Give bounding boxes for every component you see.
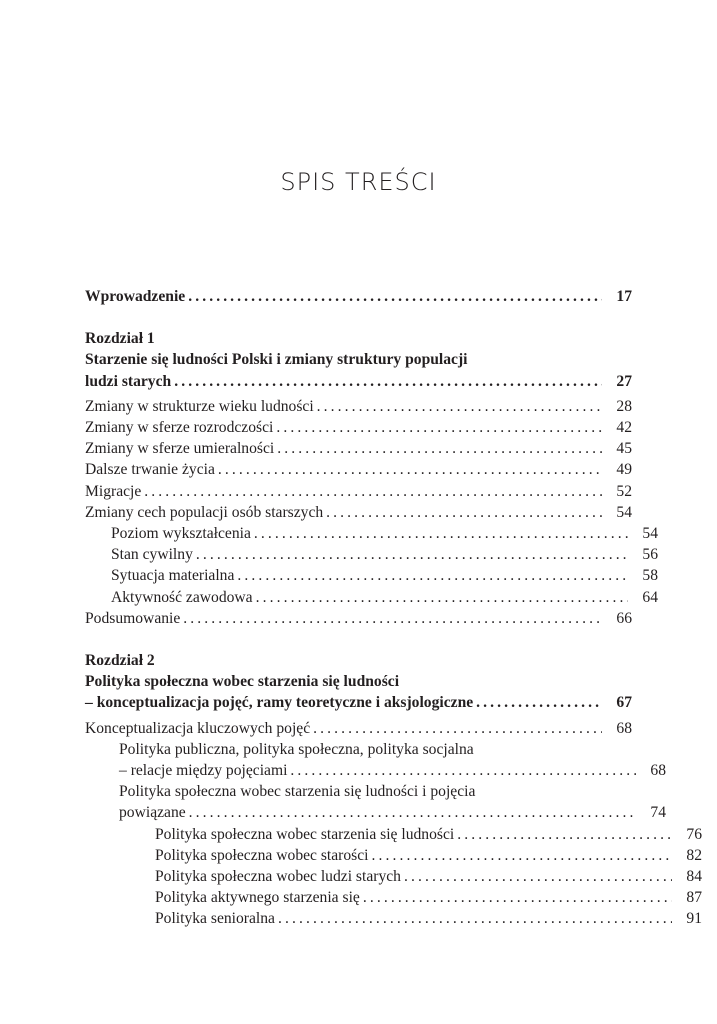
toc-entry-page: 82 [686,846,702,864]
dot-leader [317,396,602,417]
toc-entry-page: 91 [686,910,702,928]
dot-leader [174,371,602,392]
dot-leader [457,824,672,845]
toc-entry-page: 49 [616,461,632,479]
toc-entry-label: powiązane [119,804,186,822]
toc-entry-label: – relacje między pojęciami [119,762,288,780]
toc-subsubentry[interactable] [85,845,702,866]
toc-entry-label: Wprowadzenie [85,288,186,305]
chapter-2-number: Rozdział 2 [85,652,155,670]
toc-entry[interactable] [85,481,632,502]
toc-entry-page: 54 [642,525,658,543]
toc-subentry[interactable] [85,802,666,823]
dot-leader [313,718,602,739]
dot-leader [256,587,628,608]
toc-entry[interactable] [85,718,632,739]
dot-leader [290,760,636,781]
toc-entry-page: 68 [650,762,666,780]
table-of-contents [85,286,702,930]
dot-leader [189,802,636,823]
toc-entry-label: – konceptualizacja pojęć, ramy teoretyczne i aksjologiczne [85,694,474,712]
toc-entry-label: Zmiany w sferze umieralności [85,440,275,458]
toc-entry-label: Sytuacja materialna [111,567,235,585]
toc-entry-label: Stan cywilny [111,546,193,564]
toc-entry-label: Poziom wykształcenia [111,525,251,543]
toc-entry-page: 17 [616,288,632,305]
chapter-2-title-line1: Polityka społeczna wobec starzenia się ludności [85,673,400,691]
toc-subentry-line1: Polityka społeczna wobec starzenia się ludności i pojęcia [119,783,476,801]
toc-entry-label: Aktywność zawodowa [111,588,253,606]
toc-entry-intro[interactable] [85,286,632,307]
toc-entry-label: Zmiany w strukturze wieku ludności [85,397,314,415]
toc-subentry[interactable] [85,587,658,608]
toc-entry[interactable] [85,396,632,417]
dot-leader [276,417,602,438]
toc-entry-page: 67 [616,694,632,712]
toc-subsubentry[interactable] [85,908,702,929]
dot-leader [372,845,673,866]
toc-entry-page: 76 [686,825,702,843]
dot-leader [188,286,602,307]
toc-entry-page: 54 [616,503,632,521]
chapter-1-number: Rozdział 1 [85,330,155,348]
chapter-1-title[interactable] [85,371,632,392]
toc-entry-page: 28 [616,397,632,415]
toc-entry-page: 68 [616,719,632,737]
toc-entry-page: 84 [686,868,702,886]
toc-subentry[interactable] [85,760,666,781]
toc-entry[interactable] [85,417,632,438]
dot-leader [196,544,628,565]
toc-entry-label: Polityka społeczna wobec starzenia się ludności [155,825,455,843]
toc-entry-page: 66 [616,609,632,627]
toc-entry-label: Polityka senioralna [155,910,275,928]
toc-subentry[interactable] [85,523,658,544]
dot-leader [144,481,602,502]
toc-entry[interactable] [85,502,632,523]
toc-entry-label: Zmiany w sferze rozrodczości [85,419,274,437]
toc-entry-page: 58 [642,567,658,585]
dot-leader [326,502,602,523]
chapter-2-title[interactable] [85,692,632,713]
page-title: SPIS TREŚCI [280,168,437,196]
chapter-1-title-line1: Starzenie się ludności Polski i zmiany struktury populacji [85,351,468,369]
toc-subentry[interactable] [85,565,658,586]
dot-leader [476,692,602,713]
toc-entry[interactable] [85,459,632,480]
toc-entry-label: Polityka aktywnego starzenia się [155,889,360,907]
toc-entry-label: Polityka społeczna wobec ludzi starych [155,868,401,886]
toc-subsubentry[interactable] [85,824,702,845]
toc-entry-label: Zmiany cech populacji osób starszych [85,503,324,521]
toc-subsubentry[interactable] [85,866,702,887]
dot-leader [218,459,602,480]
toc-entry-page: 27 [616,372,632,390]
dot-leader [183,608,602,629]
toc-entry-label: ludzi starych [85,372,172,390]
dot-leader [237,565,628,586]
dot-leader [278,908,672,929]
dot-leader [363,887,672,908]
toc-entry-page: 56 [642,546,658,564]
toc-entry-page: 42 [616,419,632,437]
toc-entry-label: Konceptualizacja kluczowych pojęć [85,719,311,737]
toc-subentry[interactable] [85,544,658,565]
toc-subsubentry[interactable] [85,887,702,908]
dot-leader [277,438,602,459]
toc-entry-label: Dalsze trwanie życia [85,461,215,479]
toc-entry-page: 52 [616,482,632,500]
toc-entry[interactable] [85,438,632,459]
dot-leader [254,523,628,544]
toc-entry-summary[interactable] [85,608,632,629]
toc-entry-page: 87 [686,889,702,907]
dot-leader [404,866,672,887]
toc-subentry-line1: Polityka publiczna, polityka społeczna, polityka socjalna [119,740,474,758]
toc-entry-page: 64 [642,588,658,606]
toc-entry-page: 45 [616,440,632,458]
toc-entry-label: Migracje [85,482,142,500]
toc-entry-label: Podsumowanie [85,609,181,627]
toc-entry-label: Polityka społeczna wobec starości [155,846,369,864]
toc-entry-page: 74 [650,804,666,822]
